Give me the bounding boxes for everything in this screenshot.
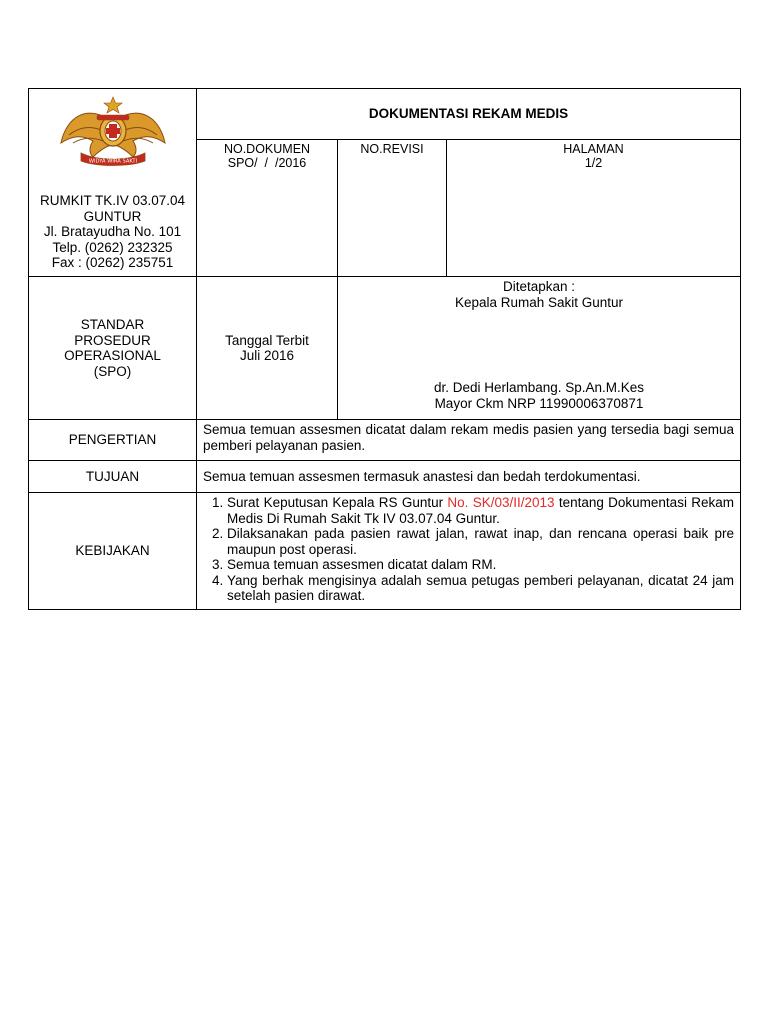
svg-text:WIDYA WIRA SAKTI: WIDYA WIRA SAKTI — [88, 158, 137, 165]
policy-item — [227, 495, 734, 526]
hospital-city: GUNTUR — [83, 208, 142, 224]
page-number-cell — [447, 140, 741, 277]
policy-item-text: Surat Keputusan Kepala RS Guntur — [227, 495, 448, 510]
policy-list — [203, 495, 734, 604]
approver-name: dr. Dedi Herlambang. Sp.An.M.Kes — [433, 380, 645, 395]
kebijakan-label: KEBIJAKAN — [29, 493, 197, 610]
approval-cell — [338, 277, 741, 420]
spo-title-line-4: (SPO) — [93, 363, 132, 379]
decree-reference: No. SK/03/II/2013 — [447, 495, 555, 510]
issue-date-value: Juli 2016 — [239, 348, 295, 363]
pengertian-text: Semua temuan assesmen dicatat dalam rekam medis pasien yang tersedia bagi semua pemberi pelayanan pasien. — [197, 420, 741, 461]
doc-number-cell — [197, 140, 338, 277]
hospital-name: RUMKIT TK.IV 03.07.04 — [39, 193, 186, 208]
approval-label: Ditetapkan : — [502, 279, 576, 294]
kebijakan-content — [197, 493, 741, 610]
spo-document-table — [28, 88, 741, 610]
approver-position: Kepala Rumah Sakit Guntur — [454, 294, 624, 310]
tujuan-label: TUJUAN — [29, 461, 197, 493]
revision-number-label: NO.REVISI — [360, 142, 424, 156]
hospital-phone: Telp. (0262) 232325 — [52, 239, 173, 255]
page-number-label: HALAMAN — [563, 142, 624, 156]
doc-number-value: SPO/ / /2016 — [227, 156, 307, 170]
hospital-address: Jl. Bratayudha No. 101 — [43, 224, 182, 239]
tujuan-text: Semua temuan assesmen termasuk anastesi dan bedah terdokumentasi. — [197, 461, 741, 493]
policy-item: 2. Dilaksanakan pada pasien rawat jalan, rawat inap, dan rencana operasi baik pre maupun post operasi. — [227, 526, 734, 557]
spo-title-line-3: OPERASIONAL — [64, 348, 161, 363]
spo-title-line-1: STANDAR — [80, 317, 145, 332]
approver-rank-nrp: Mayor Ckm NRP 11990006370871 — [434, 395, 644, 411]
hospital-identity-cell — [29, 89, 197, 277]
issue-date-label: Tanggal Terbit — [225, 332, 309, 348]
pengertian-label: PENGERTIAN — [29, 420, 197, 461]
page-number-value: 1/2 — [584, 156, 603, 170]
revision-number-cell — [338, 140, 447, 277]
doc-number-label: NO.DOKUMEN — [223, 142, 311, 156]
policy-item: 3. Semua temuan assesmen dicatat dalam RM. — [227, 557, 734, 573]
spo-title-cell — [29, 277, 197, 420]
policy-item: 4. Yang berhak mengisinya adalah semua petugas pemberi pelayanan, dicatat 24 jam setelah pasien dirawat. — [227, 573, 734, 604]
document-title: DOKUMENTASI REKAM MEDIS — [197, 89, 741, 140]
policy-item-text: tentang Dokumentasi Rekam Medis Di Rumah Sakit Tk IV 03.07.04 Guntur. — [227, 495, 735, 526]
issue-date-cell — [197, 277, 338, 420]
hospital-fax: Fax : (0262) 235751 — [51, 255, 174, 270]
spo-title-line-2: PROSEDUR — [74, 332, 151, 348]
hospital-emblem-logo — [59, 95, 167, 171]
